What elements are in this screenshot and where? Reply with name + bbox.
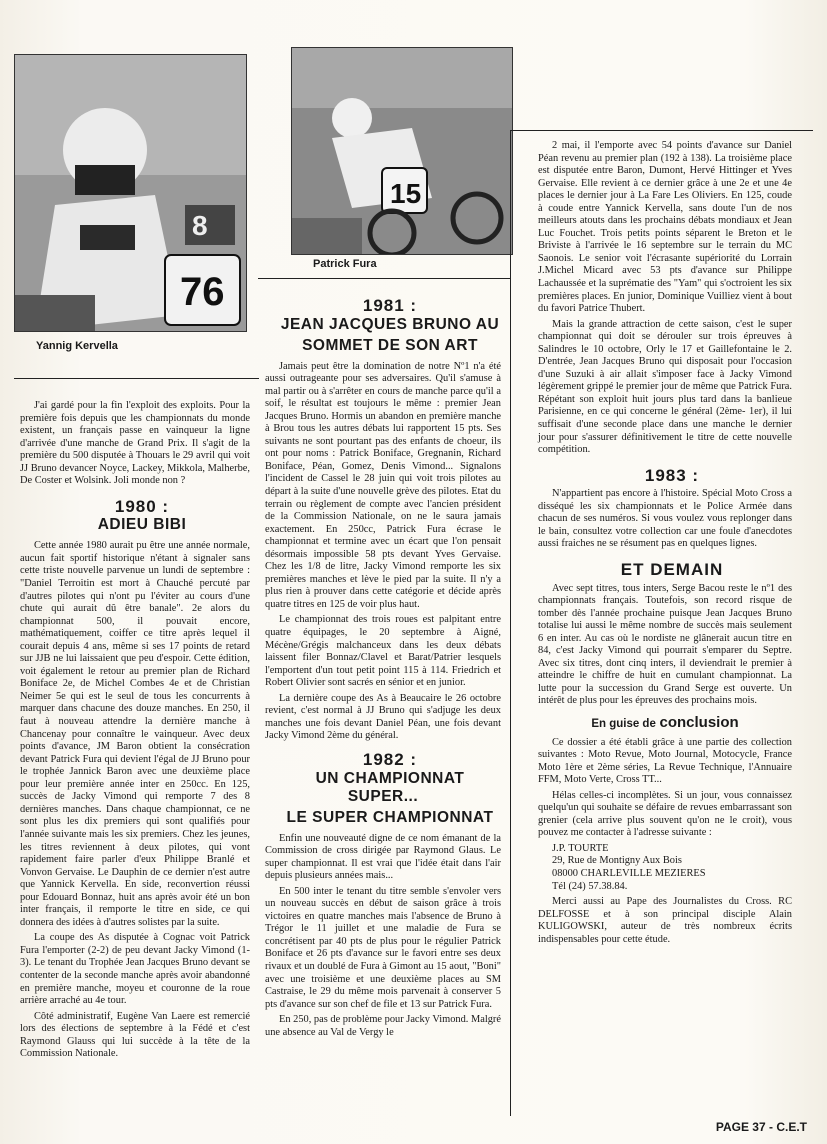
address-line: J.P. TOURTE [552,842,609,854]
photo-yannig-kervella [14,54,247,332]
paragraph-1981-1: Jamais peut être la domination de notre Nº1 n'a été aussi outrageante pour ses adversaires. Qu'il s'amuse à mal partir ou à s'arrêter en cours de manche parce qu'il a soif, le résultat est toujours le même : premier Jean Jacques Bruno. Hormis un abandon en première manche à Brou tous les autres débats lui rapportent 15 pts. Ses suivants ne sont pourtant pas des enfants de choeur, ils ont pour noms : Patrick Boniface, Gregnanin, Richard Boniface, Péan, Gomez, Denis Vimond... Signalons l'incident de Cassel le 28 juin qui voit trois pilotes au départ à la suite d'une nouvelle grève des pilotes. Etat du terrain ou règlement de compte avec l'ancien président de la Commission Nationale, on ne le saura jamais exactement. En 250cc, Patrick Fura écrase le championnat et termine avec un écart que l'on pensait désormais impossible 58 pts devant Yves Gervaise. Chez les 1/8 de litre, Jacky Vimond remporte les six premières manches et lève le pied par la suite. Il n'y a plus rien à prouver dans cette catégorie et décide après quatre titres en 125 de voir plus haut. [265,360,501,610]
paragraph-1980-2: La coupe des As disputée à Cognac voit Patrick Fura l'emporter (2-2) de peu devant Jacky Vimond (1-3). Le tenant du Trophée Jean Jacques Bruno devant se contenter de la seconde manche après avoir abandonné en première manche, moyeu et couronne de la roue arrière arraché au 4e tour. [20,932,250,1007]
rule-middle [258,278,510,280]
page-footer: PAGE 37 - C.E.T [715,1120,807,1134]
paragraph-conclusion-2: Hélas celles-ci incomplètes. Si un jour, vous connaissez quelqu'un qui souhaite se défaire de revues embarrassant son grenier (cela arrive plus souvent qu'on ne le croit), vous pouvez me contacter à l'adresse suivante : [538,789,792,839]
heading-conclusion [538,713,792,731]
svg-text:76: 76 [180,270,225,314]
contact-address [552,843,792,893]
heading-1982-title-line1: UN CHAMPIONNAT SUPER... [315,769,465,805]
rule-left [14,378,259,380]
paragraph-1980-1: Cette année 1980 aurait pu être une année normale, aucun fait sportif historique n'étant à signaler sans cette triste nouvelle parvenue un lundi de septembre : "Daniel Terroitin est mort à Chauché percuté par d'autres pilotes qui n'ont pu l'éviter au cours d'une chute qui aurait dû être banale". 2e alors du championnat 500, il pouvait encore, mathématiquement, coiffer ce titre après lequel il courait depuis 4 ans, même si ses 17 points de retard sur JJB ne lui laissaient que peu d'espoir. Cette édition, voit également le retour au premier plan de Richard Boniface 2e, de Michel Combes 4e et de Christian Neimer 5e qui est le seul de tous les concurrents à marquer dans chacune des douze manches. En 250, il faut à nouveau attendre la dernière manche à Chancenay pour connaître le vainqueur. Avec deux points d'avance, JM Baron obtient la consécration devant Patrick Fura qui devient l'égal de JJ Bruno pour le trophée Jannick Baron avec une deuxième place pour leur première année inter en 250cc. En 125, succès de Jacky Vimond qui remporte 7 des 8 dernières manches. Dans chaque championnat, ce ne sont plus les dix premiers qui sont qualifiés pour l'année suivante mais les six premiers. Chez les jeunes, les titres reviennent à deux pilotes, qui vont rapidement faire parler d'eux Philippe Branlé et Vonvon Gervaise. Le Dauphin de ce dernier n'est autre que Yannick Kervella. En side, reconvertion réussi pour Edouard Bonnaz, huit ans après avoir été un bon inter français, il remporte le titre en side, ce qui donnera des idées à d'autres solistes par la suite. [20,540,250,928]
svg-text:15: 15 [390,178,422,209]
heading-1980-title: ADIEU BIBI [97,516,187,534]
address-line: 29, Rue de Montigny Aux Bois [552,855,682,867]
paragraph-1982-3: En 250, pas de problème pour Jacky Vimond. Malgré une absence au Val de Vergy le [265,1014,501,1038]
paragraph-1983: N'appartient pas encore à l'histoire. Spécial Moto Cross a disséqué les six championnats et le Police Armée dans chacun de ses numéros. Si vous voulez vous replonger dans le bain, consultez votre collection car une foule d'anecdotes aussi fraiches ne se résument pas en quelques lignes. [538,488,792,550]
column-left [20,400,250,1064]
heading-1981-title-line2: SOMMET DE SON ART [302,336,478,354]
heading-conclusion-prefix: En guise de [591,717,656,730]
heading-1982-year: 1982 : [362,749,418,769]
caption-left: Yannig Kervella [36,340,118,352]
paragraph-conclusion-1: Ce dossier a été établi grâce à une partie des collection suivantes : Moto Revue, Moto Journal, Motocycle, France Moto 1ère et 2ème séries, La Revue Technique, l'Annuaire FFM, Moto Verte, Cross TT... [538,736,792,786]
heading-1983: 1983 : [644,465,700,485]
address-line: Tél (24) 57.38.84. [552,880,628,892]
paragraph-1982-1: Enfin une nouveauté digne de ce nom émanant de la Commission de cross dirigée par Raymond Glaus. Le super championnat. Il est vrai que l'idée était dans l'air depuis plusieurs années mais... [265,832,501,882]
column-middle [265,296,501,1042]
heading-1980-year: 1980 : [114,496,170,516]
paragraph-right-2: Mais la grande attraction de cette saison, c'est le super championnat qui doit se dérouler sur trois épreuves à Salindres le 10 octobre, Orly le 17 et Gaillefontaine le 2. D'entrée, Jean Jacques Bruno qui disposait pour l'occasion d'une Suzuki à air allait s'imposer face à Jacky Vimond légèrement grippé le premier jour de même que Patrick Fura. Répétant son exploit huit jours plus tard dans la banlieue Parisienne, en ce qui concerne le général (2ème- 1er), il lui suffisait d'une seconde place dans une manche le dernier jour pour s'assurer définitivement le titre de cette nouvelle compétition. [538,318,792,456]
paragraph-right-1: 2 mai, il l'emporte avec 54 points d'avance sur Daniel Péan revenu au premier plan (192 à 138). La troisième place est disputée entre Baron, Dumont, Hervé Hittinger et Yves Gervaise. Elle revient à ce dernier grâce à une 2e et une 4e places le dernier jour à La Fare Les Oliviers. En 125, coude à coude entre Yannick Kervella, sans doute l'un de nos meilleurs atouts dans les prochains débats mondiaux et Jean Luc Fouchet. Trois petits points séparent le Breton et le Briviste à l'arrivée le 16 septembre sur le terrain du MC Saonois. Le senior voit l'écrasante supériorité du Lorrain J.Michel Micard avec 53 pts d'avance sur Philippe Lachaussée et la suprématie des "Yam" qui s'octroient les six premières places. En junior, Dominique Vuilliez vient à bout du favori Patrice Thubert. [538,140,792,315]
paragraph-1982-2: En 500 inter le tenant du titre semble s'envoler vers un nouveau succès en début de saison grâce à trois victoires en quatre manches mais l'absence de Bruno à Trégor le 11 juillet et une maladie de Fura se concrétisent par 40 pts de plus pour le régulier Patrick Boniface et 26 pts d'avance sur le favori entre ses deux rivaux et un doublé de Fura à Gimont au 15 aout, "Boni" avec une troisième et une deuxième places au SM Castraise, le 29 du même mois parvenait à conserver 5 pts d'avance sur son chef de file et 13 sur Patrick Fura. [265,885,501,1010]
svg-text:8: 8 [192,210,208,241]
address-line: 08000 CHARLEVILLE MEZIERES [552,867,706,879]
heading-1981-title-line1: JEAN JACQUES BRUNO AU [280,315,500,333]
photo-patrick-fura [291,47,513,255]
paragraph-1980-3: Côté administratif, Eugène Van Laere est remercié lors des élections de septembre à la Fédé et c'est Raymond Glauss qui lui succède à la tête de la Commission Nationale. [20,1010,250,1060]
heading-conclusion-word: conclusion [659,713,739,731]
heading-et-demain: ET DEMAIN [620,559,724,579]
paragraph-et-demain: Avec sept titres, tous inters, Serge Bacou reste le nº1 des championnats français. Toutefois, son record risque de tomber dès l'année prochaine puisque Jean Jacques Bruno totalise lui aussi le même nombre de succès mais seulement 6 en inter. Au cas où le nordiste ne glânerait aucun titre en 84, c'est Jacky Vimond qui pourrait s'emparer du Septre. Avec six titres, dont cinq inters, il deviendrait le premier à atteindre le chiffre de huit en cumulant championnat. La lutte pour la succession du Grand Serge est ouverte. Un intérêt de plus pour les épreuves des prochains mois. [538,582,792,707]
heading-1982-title-line2: LE SUPER CHAMPIONNAT [286,808,494,826]
paragraph-thanks: Merci aussi au Pape des Journalistes du Cross. RC DELFOSSE et à son principal disciple Alain KULIGOWSKI, auteur de très nombreux écrits indispensables pour cette étude. [538,896,792,945]
caption-right: Patrick Fura [313,258,377,270]
paragraph-1981-2: Le championnat des trois roues est palpitant entre quatre équipages, le 20 septembre à Aigné, Mécène/Grégis malchanceux dans les deux débats laissent filer Bonnaz/Clavel et Barat/Patrier lesquels l'emportent d'un tout petit point 115 à 114. Friedrich et Robert Olivier sont sacrés en sénior et en junior. [265,614,501,689]
paragraph-1981-3: La dernière coupe des As à Beaucaire le 26 octobre revient, c'est normal à JJ Bruno qui s'adjuge les deux manches une fois devant Daniel Péan, une fois devant Jacky Vimond 2ème du général. [265,692,501,742]
heading-1981-year: 1981 : [362,296,418,315]
intro-paragraph: J'ai gardé pour la fin l'exploit des exploits. Pour la première fois depuis que les championnats du monde existent, un français passe en vainqueur la ligne d'arrivée d'une manche de Grand Prix. Il s'agit de la première du 500 disputée à Thouars le 29 avril qui voit JJ Bruno devancer Noyce, Lackey, Mikkola, Malherbe, De Coster et Wolsink. Joli monde non ? [20,400,250,487]
column-right [538,140,792,949]
